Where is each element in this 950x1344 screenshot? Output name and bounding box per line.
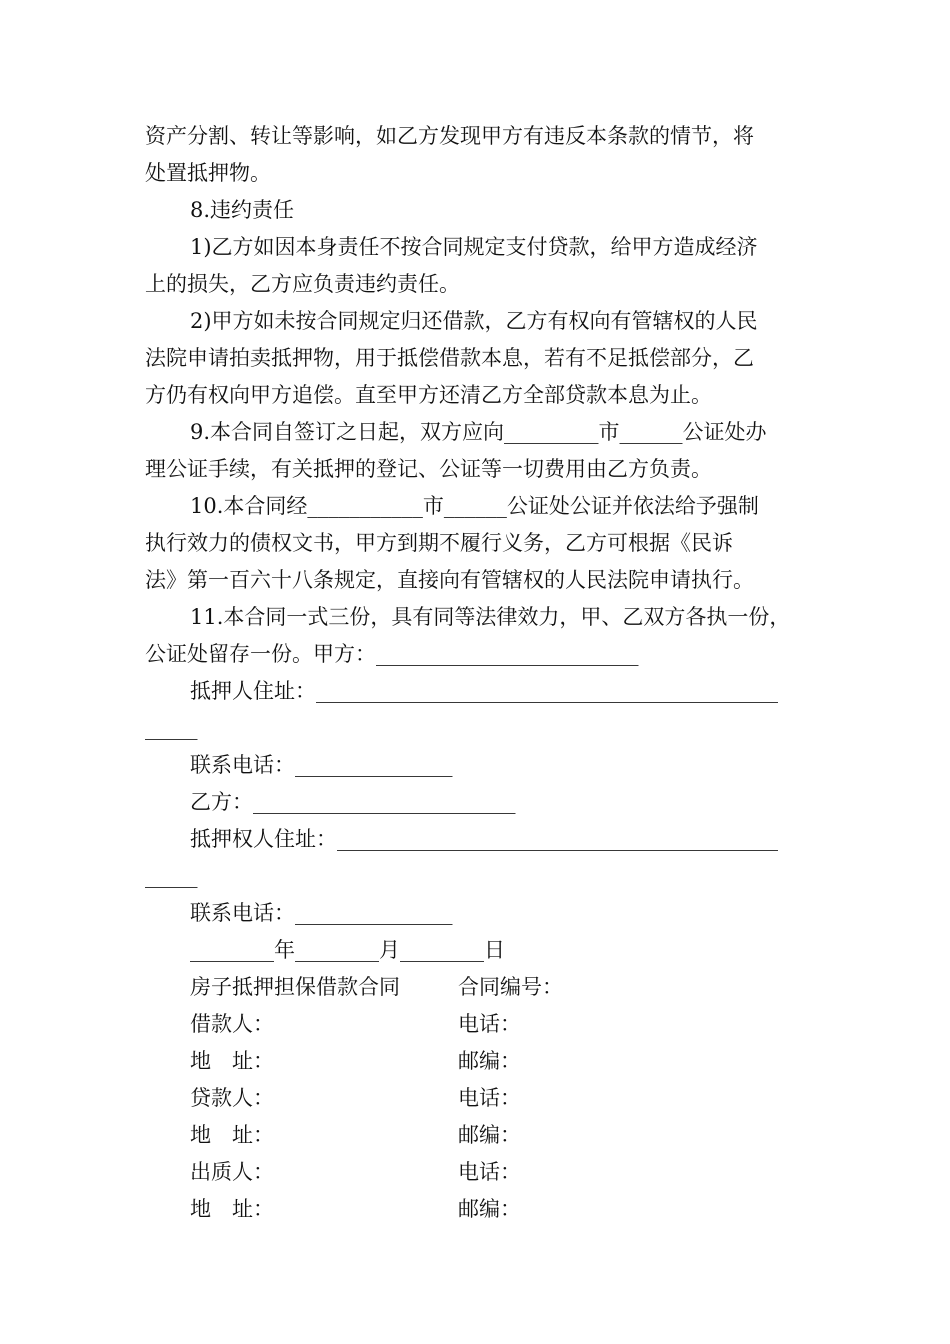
paragraph-line: 资产分割、转让等影响，如乙方发现甲方有违反本条款的情节，将 [145, 124, 754, 148]
paragraph-line: 理公证手续，有关抵押的登记、公证等一切费用由乙方负责。 [145, 457, 712, 481]
paragraph-line: 11.本合同一式三份，具有同等法律效力，甲、乙双方各执一份， [190, 605, 791, 629]
address-label: 地 址： [190, 1049, 274, 1073]
postcode-label: 邮编： [458, 1049, 521, 1073]
paragraph-line: 法》第一百六十八条规定，直接向有管辖权的人民法院申请执行。 [145, 568, 754, 592]
phone-label: 电话： [458, 1012, 521, 1036]
phone-label: 电话： [458, 1086, 521, 1110]
phone-label: 电话： [458, 1160, 521, 1184]
phone-line: 联系电话：_______________ [190, 901, 453, 925]
pledgor-label: 出质人： [190, 1160, 274, 1184]
address-label: 地 址： [190, 1197, 274, 1221]
paragraph-line: 处置抵押物。 [145, 161, 271, 185]
paragraph-line: 2)甲方如未按合同规定归还借款，乙方有权向有管辖权的人民 [190, 309, 758, 333]
party-b-line: 乙方：_________________________ [190, 790, 516, 814]
lender-label: 贷款人： [190, 1086, 274, 1110]
paragraph-line: 10.本合同经___________市______公证处公证并依法给予强制 [190, 494, 759, 518]
borrower-label: 借款人： [190, 1012, 274, 1036]
paragraph-line: 方仍有权向甲方追偿。直至甲方还清乙方全部贷款本息为止。 [145, 383, 712, 407]
address-label: 地 址： [190, 1123, 274, 1147]
section-heading: 8.违约责任 [190, 198, 295, 222]
phone-line: 联系电话：_______________ [190, 753, 453, 777]
date-line: ________年________月________日 [190, 938, 505, 962]
paragraph-line: 法院申请拍卖抵押物，用于抵偿借款本息，若有不足抵偿部分，乙 [145, 346, 754, 370]
postcode-label: 邮编： [458, 1197, 521, 1221]
paragraph-line: 执行效力的债权文书，甲方到期不履行义务，乙方可根据《民诉 [145, 531, 733, 555]
paragraph-line: 公证处留存一份。甲方：_________________________ [145, 642, 639, 666]
underline-continuation: _____ [145, 716, 198, 740]
underline-continuation: _____ [145, 864, 198, 888]
paragraph-line: 9.本合同自签订之日起，双方应向_________市______公证处办 [190, 420, 767, 444]
paragraph-line: 上的损失，乙方应负责违约责任。 [145, 272, 460, 296]
contract-title: 房子抵押担保借款合同 [190, 975, 400, 999]
mortgagee-address-line: 抵押权人住址：__________________________________________ [190, 827, 778, 851]
paragraph-line: 1)乙方如因本身责任不按合同规定支付贷款，给甲方造成经济 [190, 235, 758, 259]
contract-number-label: 合同编号： [458, 975, 563, 999]
postcode-label: 邮编： [458, 1123, 521, 1147]
mortgagor-address-line: 抵押人住址：____________________________________________ [190, 679, 778, 703]
